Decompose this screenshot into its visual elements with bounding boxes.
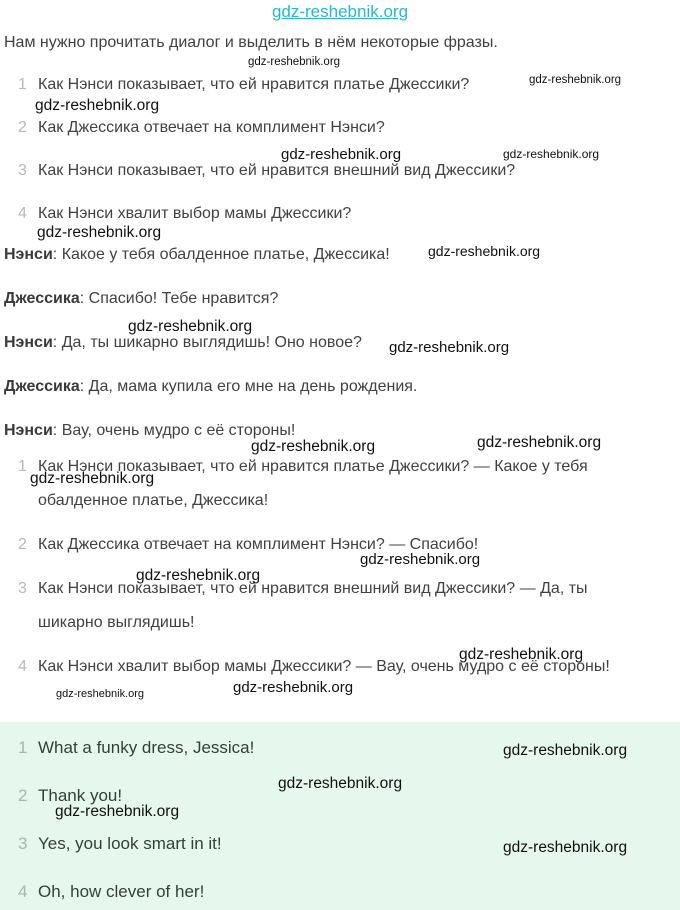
- dialog-text: : Спасибо! Тебе нравится?: [79, 290, 279, 307]
- watermark-text: gdz-reshebnik.org: [30, 470, 155, 487]
- dialog-text: : Да, ты шикарно выглядишь! Оно новое?: [52, 334, 362, 351]
- answer-text: Как Нэнси показывает, что ей нравится платье Джессики? — Какое у тебя обалденное платье, Джессика!: [38, 458, 588, 509]
- watermark-text: gdz-reshebnik.org: [233, 679, 354, 696]
- answer-item: [0, 572, 680, 640]
- top-watermark: [0, 2, 680, 22]
- english-answer-number: 4: [18, 882, 28, 901]
- watermark-text: gdz-reshebnik.org: [389, 339, 510, 356]
- english-answer-number: 2: [18, 786, 28, 805]
- watermark-text: gdz-reshebnik.org: [503, 839, 628, 856]
- watermark-text: gdz-reshebnik.org: [529, 74, 622, 86]
- question-item: [0, 204, 680, 224]
- watermark-text: gdz-reshebnik.org: [37, 224, 162, 241]
- speaker-name: Нэнси: [4, 422, 53, 439]
- watermark-text: gdz-reshebnik.org: [128, 318, 253, 335]
- watermark-text: gdz-reshebnik.org: [278, 775, 403, 792]
- english-answer-text: What a funky dress, Jessica!: [38, 738, 255, 757]
- watermark-text: gdz-reshebnik.org: [459, 646, 584, 663]
- english-answer-number: 3: [18, 834, 28, 853]
- watermark-text: gdz-reshebnik.org: [55, 803, 180, 820]
- watermark-text: gdz-reshebnik.org: [56, 688, 145, 700]
- dialog-text: : Какое у тебя обалденное платье, Джессика!: [52, 246, 390, 263]
- answer-text: Как Джессика отвечает на комплимент Нэнси? — Спасибо!: [38, 536, 479, 553]
- english-answer-text: Thank you!: [38, 786, 123, 805]
- question-number: 1: [18, 76, 27, 93]
- question-number: 2: [18, 119, 27, 136]
- dialog-text: : Вау, очень мудро с её стороны!: [52, 422, 296, 439]
- dialog-text: : Да, мама купила его мне на день рождения.: [79, 378, 418, 395]
- task-intro: Нам нужно прочитать диалог и выделить в нём некоторые фразы.: [4, 34, 498, 51]
- answer-number: 2: [18, 536, 27, 553]
- question-text: Как Нэнси показывает, что ей нравится платье Джессики?: [38, 76, 470, 93]
- watermark-text: gdz-reshebnik.org: [503, 742, 628, 759]
- answer-number: 3: [18, 580, 27, 597]
- dialog-line: [4, 245, 674, 265]
- english-answer-number: 1: [18, 738, 28, 757]
- question-text: Как Нэнси показывает, что ей нравится внешний вид Джессики?: [38, 162, 516, 179]
- dialog-line: [4, 377, 674, 397]
- watermark-text: gdz-reshebnik.org: [281, 146, 402, 163]
- dialog-line: [4, 333, 674, 353]
- speaker-name: Нэнси: [4, 246, 53, 263]
- watermark-text: gdz-reshebnik.org: [428, 243, 541, 259]
- watermark-text: gdz-reshebnik.org: [251, 438, 376, 455]
- question-text: Как Нэнси хвалит выбор мамы Джессики?: [38, 205, 352, 222]
- answer-number: 4: [18, 658, 27, 675]
- question-text: Как Джессика отвечает на комплимент Нэнси?: [38, 119, 385, 136]
- english-answer-text: Oh, how clever of her!: [38, 882, 205, 901]
- question-item: [0, 118, 680, 138]
- watermark-link[interactable]: gdz-reshebnik.org: [271, 2, 409, 21]
- dialog-line: [4, 289, 674, 309]
- speaker-name: Джессика: [4, 378, 80, 395]
- answer-text: Как Нэнси показывает, что ей нравится внешний вид Джессики? — Да, ты шикарно выглядишь!: [38, 580, 588, 631]
- question-item: [0, 161, 680, 181]
- answer-item: [0, 528, 680, 562]
- english-answer-text: Yes, you look smart in it!: [38, 834, 222, 853]
- speaker-name: Джессика: [4, 290, 80, 307]
- watermark-text: gdz-reshebnik.org: [136, 567, 261, 584]
- watermark-text: gdz-reshebnik.org: [503, 147, 600, 161]
- dialog-section: [4, 245, 674, 465]
- watermark-text: gdz-reshebnik.org: [35, 97, 160, 114]
- watermark-text: gdz-reshebnik.org: [477, 434, 602, 451]
- answer-text: Как Нэнси хвалит выбор мамы Джессики? — Вау, очень мудро с её стороны!: [38, 658, 610, 675]
- question-number: 4: [18, 205, 27, 222]
- watermark-text: gdz-reshebnik.org: [248, 56, 341, 68]
- english-answer-item: [0, 882, 680, 902]
- watermark-text: gdz-reshebnik.org: [360, 551, 481, 568]
- answer-number: 1: [18, 458, 27, 475]
- speaker-name: Нэнси: [4, 334, 53, 351]
- question-number: 3: [18, 162, 27, 179]
